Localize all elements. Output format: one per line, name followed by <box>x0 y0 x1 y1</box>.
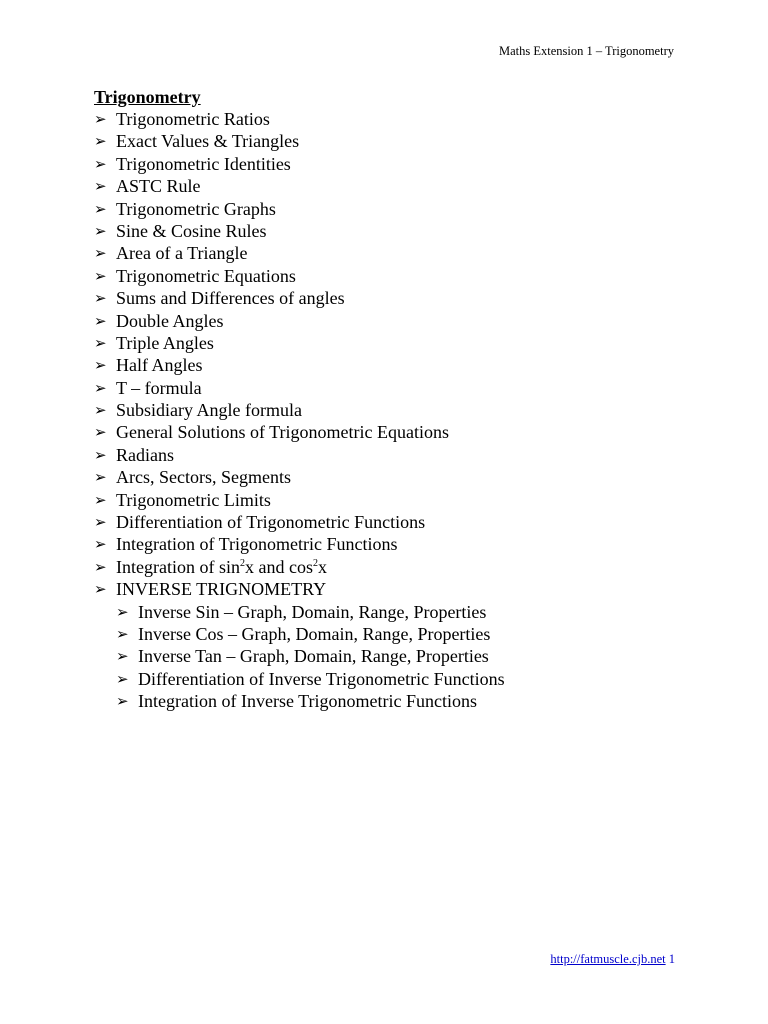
topic-label: General Solutions of Trigonometric Equations <box>116 422 449 443</box>
topic-label: INVERSE TRIGNOMETRY <box>116 579 327 600</box>
topic-item <box>94 578 694 600</box>
topic-item <box>94 220 694 242</box>
topic-label: Half Angles <box>116 355 203 376</box>
subtopic-item <box>94 690 694 712</box>
topic-item <box>94 377 694 399</box>
arrow-bullet-icon: ➢ <box>94 110 107 128</box>
subtopic-item <box>94 623 694 645</box>
arrow-bullet-icon: ➢ <box>94 557 107 576</box>
topic-item <box>94 108 694 130</box>
topic-label: T – formula <box>116 377 202 398</box>
topic-item <box>94 533 694 555</box>
arrow-bullet-icon: ➢ <box>116 602 129 621</box>
topic-item <box>94 265 694 287</box>
topic-item <box>94 153 694 175</box>
topic-label-part: x and cos <box>244 556 313 577</box>
topic-item <box>94 511 694 533</box>
arrow-bullet-icon: ➢ <box>94 356 107 375</box>
arrow-bullet-icon: ➢ <box>94 244 107 263</box>
topic-label: Arcs, Sectors, Segments <box>116 467 291 488</box>
topic-label: Trigonometric Graphs <box>116 198 276 219</box>
page-content <box>94 86 694 713</box>
topic-item <box>94 332 694 354</box>
document-title: Trigonometry <box>94 87 201 107</box>
arrow-bullet-icon: ➢ <box>116 669 129 688</box>
topic-label: Sums and Differences of angles <box>116 288 345 309</box>
arrow-bullet-icon: ➢ <box>94 468 107 487</box>
subtopic-label: Inverse Sin – Graph, Domain, Range, Properties <box>138 601 487 622</box>
arrow-bullet-icon: ➢ <box>94 266 107 285</box>
page-footer <box>550 952 675 966</box>
topic-item <box>94 354 694 376</box>
topic-label: Differentiation of Trigonometric Functions <box>116 512 426 533</box>
topic-item <box>94 466 694 488</box>
superscript-exponent: 2 <box>312 557 318 569</box>
website-link[interactable]: http://fatmuscle.cjb.net <box>550 952 666 966</box>
topic-label: Double Angles <box>116 310 224 331</box>
arrow-bullet-icon: ➢ <box>94 401 107 420</box>
topic-item <box>94 489 694 511</box>
topic-label-part: Integration of sin <box>116 556 240 577</box>
topic-item <box>94 556 694 578</box>
arrow-bullet-icon: ➢ <box>94 221 107 240</box>
arrow-bullet-icon: ➢ <box>94 535 107 554</box>
topic-label-part: x <box>317 556 327 577</box>
subtopic-item <box>94 645 694 667</box>
subtopic-label: Integration of Inverse Trigonometric Functions <box>138 691 477 712</box>
topic-item <box>94 310 694 332</box>
topic-item <box>94 287 694 309</box>
topic-label: Exact Values & Triangles <box>116 131 300 152</box>
topic-label: Trigonometric Ratios <box>116 109 270 129</box>
arrow-bullet-icon: ➢ <box>94 333 107 352</box>
topic-item <box>94 130 694 152</box>
topic-label: Trigonometric Equations <box>116 265 296 286</box>
topic-item <box>94 421 694 443</box>
arrow-bullet-icon: ➢ <box>94 289 107 308</box>
topic-label: Sine & Cosine Rules <box>116 220 267 241</box>
subtopic-label: Inverse Tan – Graph, Domain, Range, Properties <box>138 646 489 667</box>
topic-label: Trigonometric Limits <box>116 489 271 510</box>
subtopic-label: Inverse Cos – Graph, Domain, Range, Properties <box>138 623 491 644</box>
arrow-bullet-icon: ➢ <box>94 154 107 173</box>
page-number: 1 <box>668 952 675 966</box>
subtopic-item <box>94 601 694 623</box>
arrow-bullet-icon: ➢ <box>116 647 129 666</box>
arrow-bullet-icon: ➢ <box>94 580 107 599</box>
arrow-bullet-icon: ➢ <box>116 692 129 711</box>
arrow-bullet-icon: ➢ <box>94 445 107 464</box>
topic-item <box>94 175 694 197</box>
arrow-bullet-icon: ➢ <box>94 132 107 151</box>
topic-list <box>94 108 694 713</box>
arrow-bullet-icon: ➢ <box>94 199 107 218</box>
arrow-bullet-icon: ➢ <box>94 423 107 442</box>
arrow-bullet-icon: ➢ <box>116 624 129 643</box>
superscript-exponent: 2 <box>239 557 245 569</box>
topic-item <box>94 399 694 421</box>
arrow-bullet-icon: ➢ <box>94 513 107 532</box>
topic-label: Triple Angles <box>116 332 214 353</box>
topic-label: Integration of Trigonometric Functions <box>116 534 398 555</box>
arrow-bullet-icon: ➢ <box>94 177 107 196</box>
subtopic-item <box>94 668 694 690</box>
topic-label: Area of a Triangle <box>116 243 248 264</box>
page-header: Maths Extension 1 – Trigonometry <box>498 44 674 58</box>
topic-label: Trigonometric Identities <box>116 153 291 174</box>
topic-label: ASTC Rule <box>116 176 201 197</box>
topic-item <box>94 242 694 264</box>
topic-item <box>94 198 694 220</box>
topic-label: Subsidiary Angle formula <box>116 400 302 421</box>
arrow-bullet-icon: ➢ <box>94 311 107 330</box>
arrow-bullet-icon: ➢ <box>94 490 107 509</box>
topic-label <box>116 557 327 577</box>
topic-item <box>94 444 694 466</box>
topic-label: Radians <box>116 444 174 465</box>
arrow-bullet-icon: ➢ <box>94 378 107 397</box>
subtopic-label: Differentiation of Inverse Trigonometric Functions <box>138 668 505 689</box>
